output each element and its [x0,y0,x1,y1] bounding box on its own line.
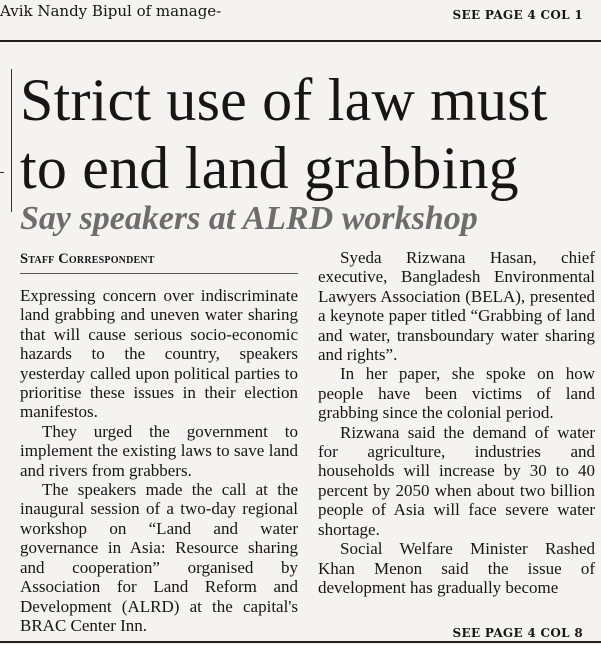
article-column-right [318,248,595,597]
column-divider-tick [0,172,4,173]
paragraph: In her paper, she spoke on how people have been victims of land grabbing since the colonial period. [318,364,595,423]
top-divider [0,40,601,42]
column-divider-left [11,69,12,212]
article-continuation: SEE PAGE 4 COL 8 [452,626,583,640]
paragraph: Syeda Rizwana Hasan, chief executive, Bangladesh Environmental Lawyers Association (BELA), presented a keynote paper titled “Grabbing of land and water, transboundary water sharing and rights”. [318,248,595,365]
previous-article-continuation: SEE PAGE 4 COL 1 [452,8,583,22]
byline-divider [20,273,298,274]
paragraph: They urged the government to implement the existing laws to save land and rivers from grabbers. [20,421,298,480]
paragraph: Rizwana said the demand of water for agriculture, industries and households will increase by 30 to 40 percent by 2050 when about two billion people of Asia will face severe water shortage. [318,422,595,539]
headline: Strict use of law must to end land grabbing [20,67,548,201]
byline: Staff Correspondent [20,251,155,267]
subheadline: Say speakers at ALRD workshop [20,200,478,237]
previous-article-snippet: Avik Nandy Bipul of manage- [0,2,222,20]
paragraph: Expressing concern over indiscriminate land grabbing and uneven water sharing that will cause serious socio-economic hazards to the country, speakers yesterday called upon political parties to prioritise these issues in their election manifestos. [20,286,298,422]
paragraph: Social Welfare Minister Rashed Khan Menon said the issue of development has gradually become [318,539,595,597]
bottom-divider [0,641,601,643]
article-column-left [20,286,298,635]
paragraph: The speakers made the call at the inaugural session of a two-day regional workshop on “Land and water governance in Asia: Resource sharing and cooperation” organised by Association for Land Reform and Development (ALRD) at the capital's BRAC Center Inn. [20,480,298,635]
